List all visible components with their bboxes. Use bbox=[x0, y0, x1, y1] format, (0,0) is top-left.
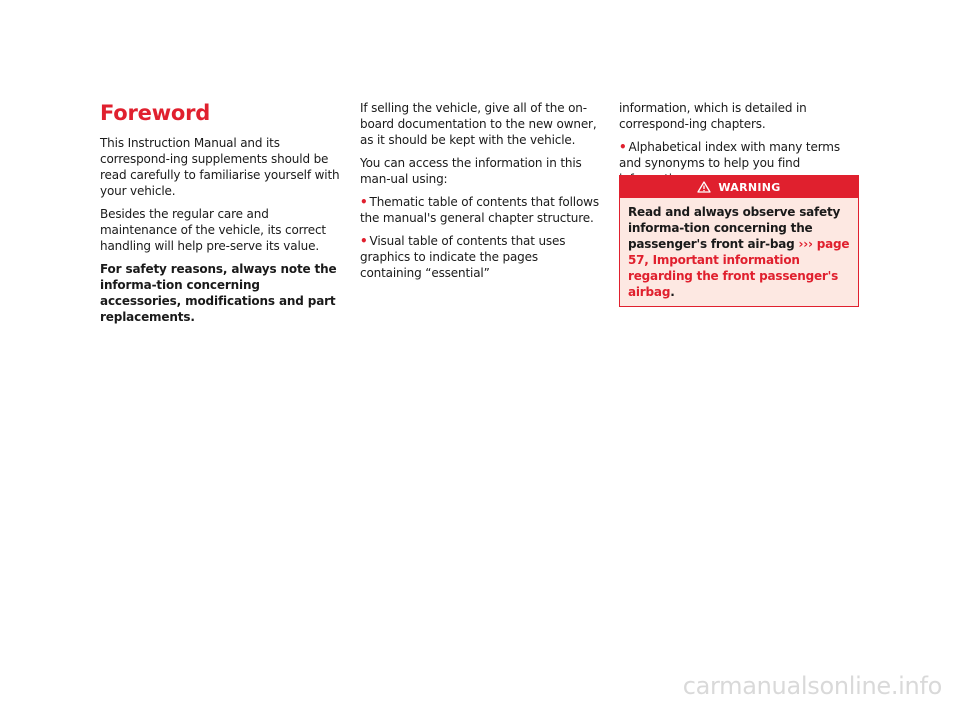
continuation-paragraph: information, which is detailed in correspond-ing chapters. bbox=[619, 101, 807, 131]
intro-paragraph: This Instruction Manual and its correspond-ing supplements should be read carefully to familiarise yourself with your vehicle. bbox=[100, 136, 340, 198]
list-item: • Visual table of contents that uses graphics to indicate the pages containing “essential” bbox=[360, 234, 566, 280]
column-1 bbox=[100, 100, 342, 332]
list-item: • Alphabetical index with many terms and synonyms to help you find bbox=[619, 140, 840, 170]
warning-body: Read and always observe safety informa-tion concerning the passenger's front air-bag ››› page 57, Important information regarding the front passenger's airbag. bbox=[620, 198, 858, 306]
selling-paragraph: If selling the vehicle, give all of the on-board documentation to the new owner, as it should be kept with the vehicle. bbox=[360, 101, 597, 147]
access-paragraph: You can access the information in this man-ual using: bbox=[360, 156, 582, 186]
warning-label: WARNING bbox=[718, 180, 781, 194]
safety-note-paragraph: For safety reasons, always note the informa-tion concerning accessories, modifications and part replacements. bbox=[100, 262, 337, 324]
page-reference-link[interactable]: page 57, Important information regarding the front passenger's airbag bbox=[628, 237, 850, 299]
bullet-icon: • bbox=[360, 195, 368, 209]
watermark: carmanualsonline.info bbox=[682, 672, 942, 700]
warning-triangle-icon bbox=[697, 181, 711, 193]
page-title: Foreword bbox=[100, 101, 211, 125]
care-paragraph: Besides the regular care and maintenance of the vehicle, its correct handling will help pre-serve its value. bbox=[100, 207, 326, 253]
warning-box bbox=[619, 175, 859, 307]
reference-arrows: ››› bbox=[798, 237, 813, 251]
list-item: • Thematic table of contents that follows the manual's general chapter structure. bbox=[360, 195, 599, 225]
column-2 bbox=[360, 100, 602, 288]
warning-header bbox=[620, 176, 858, 198]
bullet-icon: • bbox=[360, 234, 368, 248]
warning-text: Read and always observe safety informa-tion concerning the passenger's front air-bag bbox=[628, 205, 841, 251]
bullet-icon: • bbox=[619, 140, 627, 154]
